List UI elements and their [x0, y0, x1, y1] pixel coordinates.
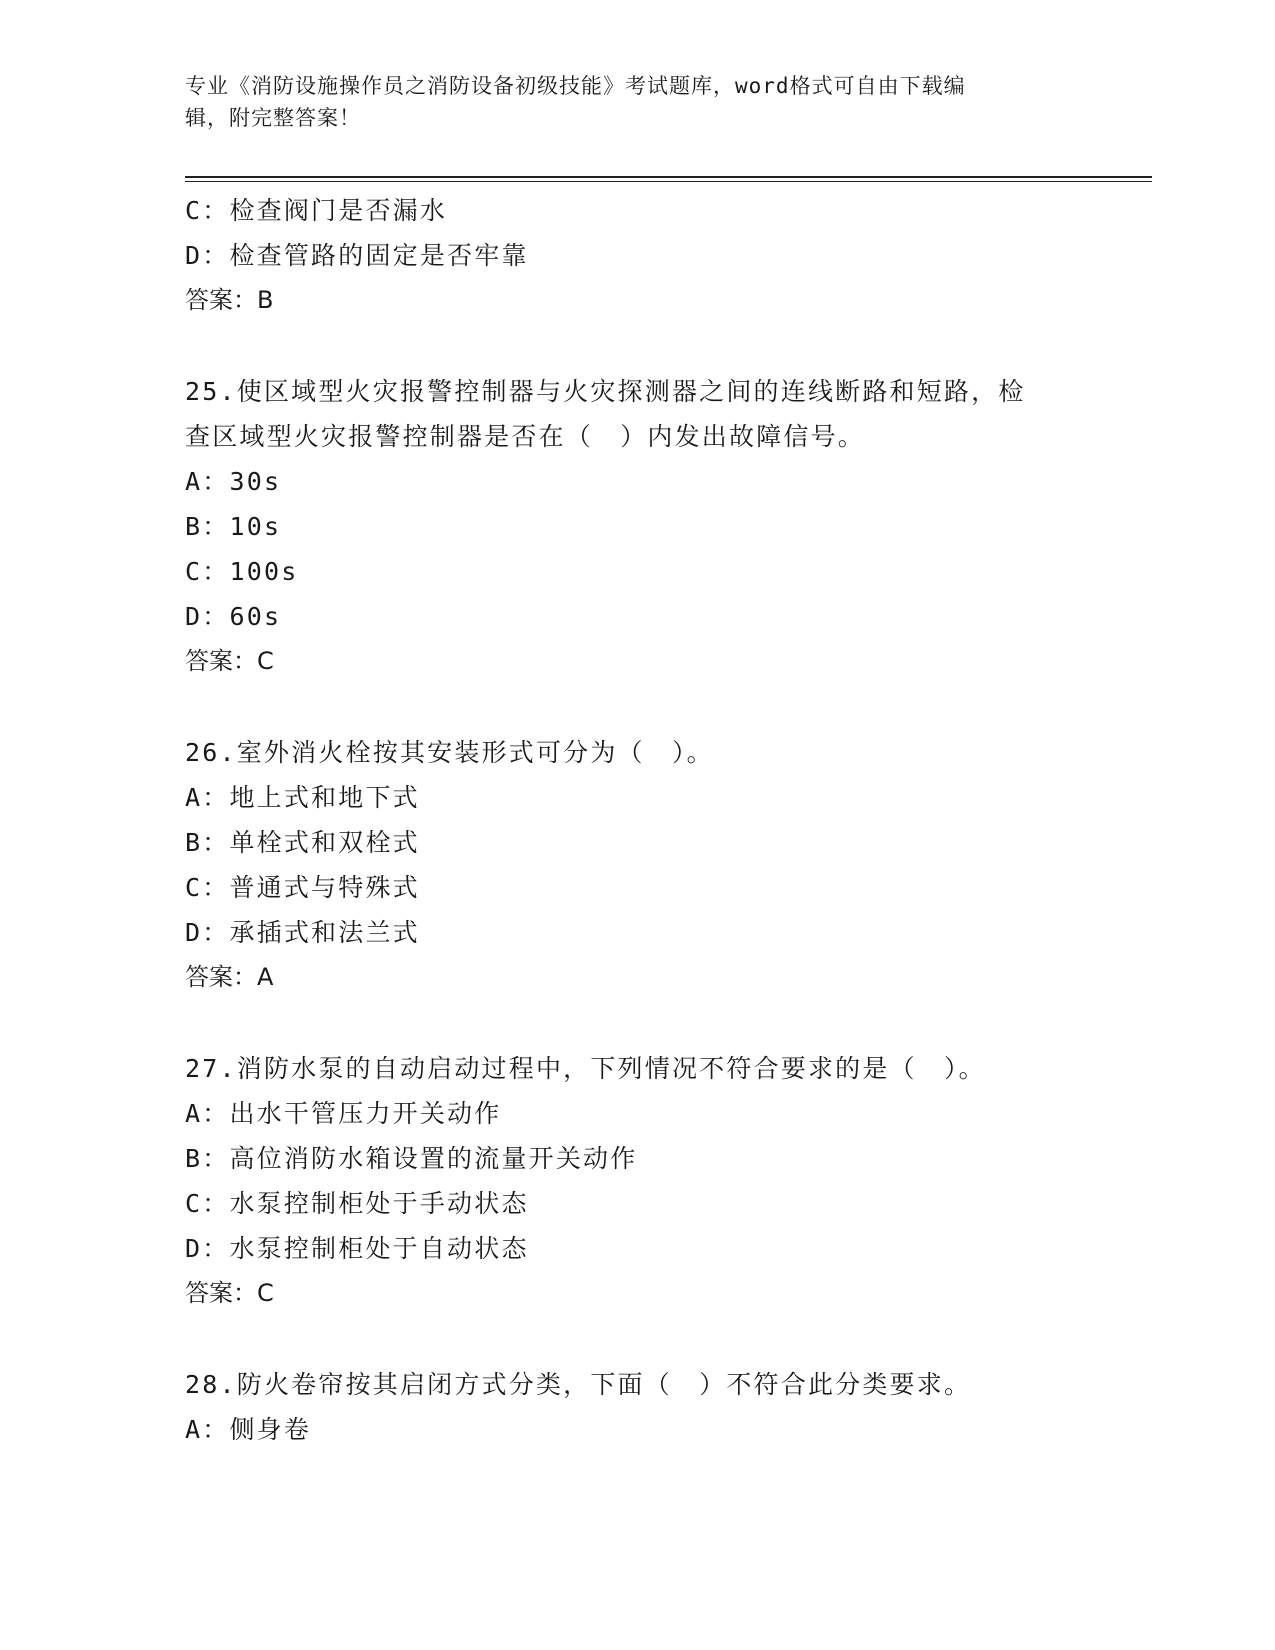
question-27	[185, 1046, 1125, 1316]
question-stem: 28.防火卷帘按其启闭方式分类，下面（ ）不符合此分类要求。	[185, 1370, 972, 1399]
question-stem: 27.消防水泵的自动启动过程中，下列情况不符合要求的是（ ）。	[185, 1054, 986, 1083]
answer: 答案：C	[185, 1279, 274, 1307]
option-b: B：10s	[185, 512, 282, 541]
option-c: C：普通式与特殊式	[185, 873, 420, 902]
option-d: D：60s	[185, 602, 282, 631]
option-a: A：出水干管压力开关动作	[185, 1099, 502, 1128]
spacer	[185, 1000, 1125, 1046]
spacer	[185, 1316, 1125, 1362]
answer: 答案：A	[185, 963, 274, 991]
spacer	[185, 323, 1125, 369]
header-divider	[185, 176, 1152, 182]
option-d: D：检查管路的固定是否牢靠	[185, 241, 529, 270]
answer: 答案：C	[185, 647, 274, 675]
header-line-1: 专业《消防设施操作员之消防设备初级技能》考试题库，word格式可自由下载编	[185, 74, 966, 98]
option-d: D：承插式和法兰式	[185, 918, 420, 947]
question-26	[185, 730, 1125, 1000]
question-28	[185, 1362, 1125, 1452]
answer: 答案：B	[185, 286, 274, 314]
option-c: C：检查阀门是否漏水	[185, 196, 448, 225]
option-b: B：高位消防水箱设置的流量开关动作	[185, 1144, 638, 1173]
option-b: B：单栓式和双栓式	[185, 828, 420, 857]
question-stem: 26.室外消火栓按其安装形式可分为（ ）。	[185, 738, 714, 767]
option-a: A：30s	[185, 467, 282, 496]
question-stem: 25.使区域型火灾报警控制器与火灾探测器之间的连线断路和短路，检	[185, 377, 1026, 406]
option-c: C：水泵控制柜处于手动状态	[185, 1189, 529, 1218]
header-line-2: 辑，附完整答案！	[185, 106, 361, 130]
question-25	[185, 369, 1125, 684]
option-d: D：水泵控制柜处于自动状态	[185, 1234, 529, 1263]
option-a: A：地上式和地下式	[185, 783, 420, 812]
question-stem-continued: 查区域型火灾报警控制器是否在（ ）内发出故障信号。	[185, 422, 866, 451]
option-a: A：侧身卷	[185, 1415, 312, 1444]
question-24-partial	[185, 188, 1125, 323]
option-c: C：100s	[185, 557, 299, 586]
question-list	[185, 188, 1125, 1452]
spacer	[185, 684, 1125, 730]
document-header	[185, 70, 1065, 134]
